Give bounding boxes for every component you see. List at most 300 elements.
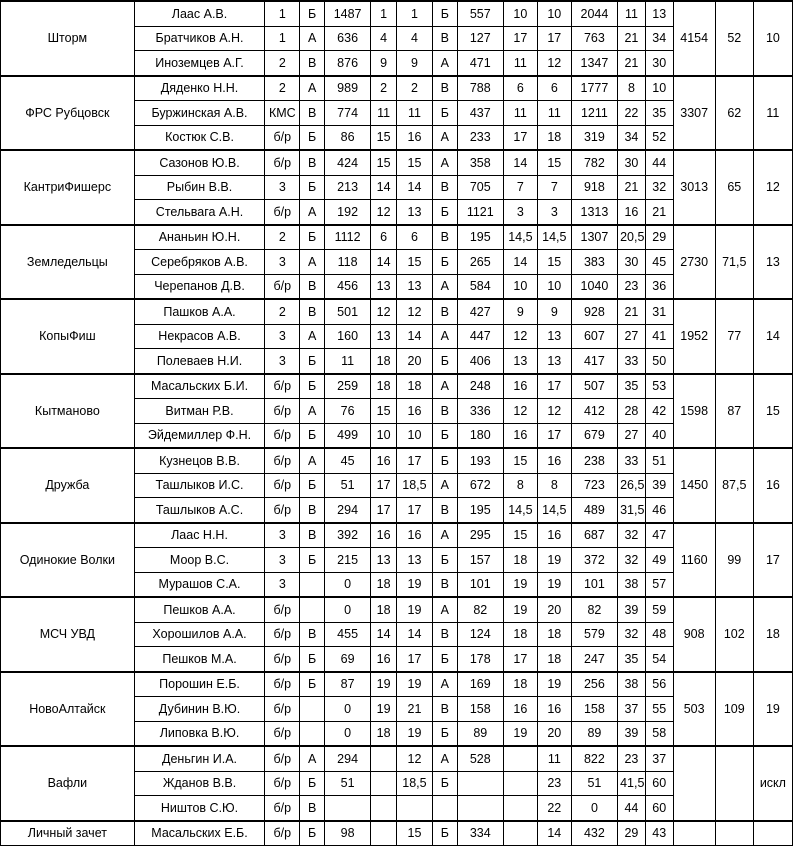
team-places-sum-cell: 65	[715, 150, 753, 225]
round1-place-b-cell: 14	[396, 175, 432, 200]
round1-place-a-cell: 14	[371, 250, 397, 275]
round1-weight-cell: 294	[324, 746, 370, 771]
round1-place-a-cell: 18	[371, 721, 397, 746]
round1-place-a-cell: 12	[371, 200, 397, 225]
sum-places-b-cell: 54	[645, 647, 673, 672]
zone1-letter-cell: А	[300, 746, 325, 771]
round1-weight-cell: 501	[324, 299, 370, 324]
sum-places-a-cell: 31,5	[618, 498, 646, 523]
round2-place-b-cell: 19	[537, 572, 571, 597]
round1-place-b-cell: 2	[396, 76, 432, 101]
zone1-letter-cell: Б	[300, 374, 325, 399]
team-name-cell: Дружба	[1, 448, 135, 523]
angler-name-cell: Порошин Е.Б.	[134, 672, 265, 697]
sum-places-a-cell: 26,5	[618, 473, 646, 498]
rank-cell: 3	[265, 523, 300, 548]
zone1-letter-cell: Б	[300, 225, 325, 250]
round1-place-a-cell: 18	[371, 572, 397, 597]
sum-places-b-cell: 41	[645, 324, 673, 349]
sum-places-b-cell: 29	[645, 225, 673, 250]
zone1-letter-cell: Б	[300, 175, 325, 200]
team-total-weight-cell: 3307	[673, 76, 715, 151]
zone1-letter-cell: Б	[300, 349, 325, 374]
angler-name-cell: Ташлыков И.С.	[134, 473, 265, 498]
round2-weight-cell: 248	[457, 374, 503, 399]
round1-place-b-cell: 16	[396, 523, 432, 548]
team-name-cell: Личный зачет	[1, 821, 135, 846]
rank-cell: 3	[265, 175, 300, 200]
angler-name-cell: Ананьин Ю.Н.	[134, 225, 265, 250]
sum-places-b-cell: 51	[645, 448, 673, 473]
round2-weight-cell: 705	[457, 175, 503, 200]
zone1-letter-cell: Б	[300, 672, 325, 697]
team-rank-cell: 18	[753, 597, 792, 672]
round1-place-a-cell	[371, 746, 397, 771]
round2-place-b-cell: 16	[537, 697, 571, 722]
team-name-cell: ФРС Рубцовск	[1, 76, 135, 151]
team-places-sum-cell: 87	[715, 374, 753, 449]
round1-place-b-cell	[396, 796, 432, 821]
team-total-weight-cell: 908	[673, 597, 715, 672]
round2-place-b-cell: 18	[537, 647, 571, 672]
round2-place-b-cell: 17	[537, 423, 571, 448]
zone1-letter-cell: В	[300, 796, 325, 821]
sum-places-a-cell: 22	[618, 101, 646, 126]
sum-places-a-cell: 30	[618, 150, 646, 175]
zone2-letter-cell: В	[432, 175, 457, 200]
round1-weight-cell: 215	[324, 548, 370, 573]
round1-place-b-cell: 4	[396, 26, 432, 51]
rank-cell: б/р	[265, 200, 300, 225]
round1-place-a-cell: 2	[371, 76, 397, 101]
sum-places-a-cell: 35	[618, 374, 646, 399]
angler-name-cell: Масальских Е.Б.	[134, 821, 265, 846]
team-rank-cell: 12	[753, 150, 792, 225]
zone1-letter-cell	[300, 597, 325, 622]
round1-weight-cell: 0	[324, 721, 370, 746]
round1-place-b-cell: 1	[396, 1, 432, 26]
angler-name-cell: Мурашов С.А.	[134, 572, 265, 597]
team-name-cell: Шторм	[1, 1, 135, 76]
round2-place-a-cell: 19	[503, 597, 537, 622]
round2-place-a-cell: 11	[503, 101, 537, 126]
zone2-letter-cell: В	[432, 498, 457, 523]
round1-place-a-cell: 16	[371, 647, 397, 672]
total-weight-cell: 723	[571, 473, 617, 498]
round2-place-a-cell: 8	[503, 473, 537, 498]
round1-weight-cell: 51	[324, 771, 370, 796]
table-row	[1, 597, 793, 622]
rank-cell: 2	[265, 225, 300, 250]
sum-places-a-cell: 21	[618, 175, 646, 200]
angler-name-cell: Полеваев Н.И.	[134, 349, 265, 374]
round2-place-a-cell: 11	[503, 51, 537, 76]
round1-place-a-cell	[371, 771, 397, 796]
round1-place-b-cell: 18,5	[396, 771, 432, 796]
angler-name-cell: Липовка В.Ю.	[134, 721, 265, 746]
total-weight-cell: 507	[571, 374, 617, 399]
rank-cell: 3	[265, 349, 300, 374]
zone2-letter-cell: Б	[432, 101, 457, 126]
team-total-weight-cell: 1598	[673, 374, 715, 449]
total-weight-cell: 607	[571, 324, 617, 349]
round1-weight-cell: 45	[324, 448, 370, 473]
round1-place-b-cell: 16	[396, 399, 432, 424]
sum-places-b-cell: 10	[645, 76, 673, 101]
sum-places-a-cell: 38	[618, 572, 646, 597]
round2-place-a-cell	[503, 771, 537, 796]
round2-place-b-cell: 14,5	[537, 225, 571, 250]
team-rank-cell: 14	[753, 299, 792, 374]
round1-place-a-cell: 9	[371, 51, 397, 76]
round1-place-b-cell: 14	[396, 324, 432, 349]
round2-place-b-cell: 7	[537, 175, 571, 200]
rank-cell: 1	[265, 1, 300, 26]
round1-weight-cell: 213	[324, 175, 370, 200]
angler-name-cell: Буржинская А.В.	[134, 101, 265, 126]
total-weight-cell: 1313	[571, 200, 617, 225]
total-weight-cell: 82	[571, 597, 617, 622]
round2-weight-cell: 158	[457, 697, 503, 722]
angler-name-cell: Пешков М.А.	[134, 647, 265, 672]
sum-places-a-cell: 44	[618, 796, 646, 821]
angler-name-cell: Масальских Б.И.	[134, 374, 265, 399]
zone2-letter-cell: А	[432, 125, 457, 150]
round1-place-a-cell: 12	[371, 299, 397, 324]
angler-name-cell: Моор В.С.	[134, 548, 265, 573]
sum-places-b-cell: 46	[645, 498, 673, 523]
sum-places-b-cell: 53	[645, 374, 673, 399]
angler-name-cell: Витман Р.В.	[134, 399, 265, 424]
round1-place-b-cell: 12	[396, 299, 432, 324]
rank-cell: б/р	[265, 647, 300, 672]
table-row	[1, 746, 793, 771]
zone2-letter-cell: В	[432, 622, 457, 647]
round1-weight-cell: 1487	[324, 1, 370, 26]
sum-places-a-cell: 21	[618, 299, 646, 324]
round1-weight-cell: 0	[324, 597, 370, 622]
rank-cell: 2	[265, 299, 300, 324]
zone2-letter-cell: В	[432, 225, 457, 250]
zone2-letter-cell: А	[432, 374, 457, 399]
round1-place-a-cell: 15	[371, 399, 397, 424]
round2-place-a-cell: 16	[503, 697, 537, 722]
round1-place-b-cell: 19	[396, 597, 432, 622]
round1-place-b-cell: 18,5	[396, 473, 432, 498]
round2-place-a-cell: 3	[503, 200, 537, 225]
round2-place-b-cell: 3	[537, 200, 571, 225]
round2-weight-cell: 195	[457, 498, 503, 523]
sum-places-b-cell: 34	[645, 26, 673, 51]
zone1-letter-cell: А	[300, 399, 325, 424]
round1-place-a-cell: 19	[371, 672, 397, 697]
sum-places-b-cell: 48	[645, 622, 673, 647]
sum-places-a-cell: 32	[618, 523, 646, 548]
team-total-weight-cell: 1160	[673, 523, 715, 598]
zone2-letter-cell: В	[432, 26, 457, 51]
round1-place-b-cell: 12	[396, 746, 432, 771]
zone2-letter-cell: А	[432, 473, 457, 498]
zone2-letter-cell: В	[432, 299, 457, 324]
total-weight-cell: 412	[571, 399, 617, 424]
sum-places-a-cell: 39	[618, 597, 646, 622]
team-total-weight-cell	[673, 821, 715, 846]
total-weight-cell: 489	[571, 498, 617, 523]
zone1-letter-cell: Б	[300, 548, 325, 573]
round2-weight-cell: 471	[457, 51, 503, 76]
angler-name-cell: Рыбин В.В.	[134, 175, 265, 200]
round2-place-b-cell: 16	[537, 448, 571, 473]
team-places-sum-cell: 87,5	[715, 448, 753, 523]
round1-place-b-cell: 11	[396, 101, 432, 126]
sum-places-b-cell: 21	[645, 200, 673, 225]
total-weight-cell: 51	[571, 771, 617, 796]
round2-place-a-cell	[503, 796, 537, 821]
zone2-letter-cell: В	[432, 572, 457, 597]
rank-cell: 3	[265, 572, 300, 597]
team-places-sum-cell	[715, 821, 753, 846]
round1-place-a-cell: 13	[371, 548, 397, 573]
round2-weight-cell	[457, 796, 503, 821]
round2-weight-cell: 157	[457, 548, 503, 573]
team-name-cell: КантриФишерс	[1, 150, 135, 225]
round1-place-a-cell: 18	[371, 349, 397, 374]
sum-places-a-cell: 41,5	[618, 771, 646, 796]
total-weight-cell: 432	[571, 821, 617, 846]
sum-places-a-cell: 33	[618, 448, 646, 473]
team-places-sum-cell: 62	[715, 76, 753, 151]
round1-place-b-cell: 18	[396, 374, 432, 399]
rank-cell: б/р	[265, 274, 300, 299]
total-weight-cell: 763	[571, 26, 617, 51]
round1-place-b-cell: 15	[396, 250, 432, 275]
round2-place-b-cell: 13	[537, 349, 571, 374]
zone2-letter-cell: В	[432, 399, 457, 424]
table-row	[1, 299, 793, 324]
total-weight-cell: 383	[571, 250, 617, 275]
round1-weight-cell: 11	[324, 349, 370, 374]
table-row	[1, 374, 793, 399]
round2-place-a-cell: 14,5	[503, 225, 537, 250]
round1-weight-cell: 76	[324, 399, 370, 424]
round2-weight-cell: 233	[457, 125, 503, 150]
angler-name-cell: Серебряков А.В.	[134, 250, 265, 275]
rank-cell: б/р	[265, 721, 300, 746]
round2-place-a-cell: 16	[503, 374, 537, 399]
round2-weight-cell: 788	[457, 76, 503, 101]
round2-place-a-cell: 15	[503, 448, 537, 473]
sum-places-b-cell: 60	[645, 771, 673, 796]
table-row	[1, 225, 793, 250]
round1-weight-cell: 118	[324, 250, 370, 275]
round2-place-b-cell: 9	[537, 299, 571, 324]
zone2-letter-cell: А	[432, 746, 457, 771]
sum-places-a-cell: 33	[618, 349, 646, 374]
round1-weight-cell: 0	[324, 697, 370, 722]
zone1-letter-cell: А	[300, 200, 325, 225]
angler-name-cell: Сазонов Ю.В.	[134, 150, 265, 175]
zone1-letter-cell: В	[300, 523, 325, 548]
round2-place-a-cell: 9	[503, 299, 537, 324]
team-places-sum-cell: 77	[715, 299, 753, 374]
team-name-cell: Кытманово	[1, 374, 135, 449]
zone1-letter-cell: В	[300, 101, 325, 126]
zone2-letter-cell: Б	[432, 250, 457, 275]
total-weight-cell: 1777	[571, 76, 617, 101]
rank-cell: б/р	[265, 672, 300, 697]
zone1-letter-cell: Б	[300, 125, 325, 150]
rank-cell: б/р	[265, 771, 300, 796]
sum-places-b-cell: 31	[645, 299, 673, 324]
round2-place-b-cell: 8	[537, 473, 571, 498]
sum-places-a-cell: 21	[618, 51, 646, 76]
round1-place-a-cell: 11	[371, 101, 397, 126]
zone2-letter-cell: Б	[432, 771, 457, 796]
zone1-letter-cell: В	[300, 299, 325, 324]
sum-places-b-cell: 60	[645, 796, 673, 821]
round2-place-b-cell: 20	[537, 597, 571, 622]
round2-place-b-cell: 11	[537, 746, 571, 771]
sum-places-a-cell: 23	[618, 274, 646, 299]
round2-weight-cell: 169	[457, 672, 503, 697]
round1-weight-cell: 51	[324, 473, 370, 498]
rank-cell: б/р	[265, 423, 300, 448]
round1-weight-cell: 259	[324, 374, 370, 399]
round2-weight-cell: 295	[457, 523, 503, 548]
round2-place-a-cell: 17	[503, 125, 537, 150]
sum-places-a-cell: 38	[618, 672, 646, 697]
round2-weight-cell: 336	[457, 399, 503, 424]
round2-weight-cell: 437	[457, 101, 503, 126]
sum-places-b-cell: 59	[645, 597, 673, 622]
round1-place-a-cell: 1	[371, 1, 397, 26]
angler-name-cell: Костюк С.В.	[134, 125, 265, 150]
round1-place-a-cell: 14	[371, 622, 397, 647]
angler-name-cell: Кузнецов В.В.	[134, 448, 265, 473]
total-weight-cell: 417	[571, 349, 617, 374]
round2-place-b-cell: 18	[537, 622, 571, 647]
round2-place-b-cell: 12	[537, 51, 571, 76]
round1-place-a-cell	[371, 796, 397, 821]
table-row	[1, 672, 793, 697]
round1-place-a-cell	[371, 821, 397, 846]
team-total-weight-cell: 503	[673, 672, 715, 747]
sum-places-a-cell: 28	[618, 399, 646, 424]
zone2-letter-cell: А	[432, 150, 457, 175]
angler-name-cell: Стельвага А.Н.	[134, 200, 265, 225]
round1-place-b-cell: 14	[396, 622, 432, 647]
sum-places-b-cell: 49	[645, 548, 673, 573]
round1-weight-cell: 69	[324, 647, 370, 672]
sum-places-a-cell: 20,5	[618, 225, 646, 250]
sum-places-a-cell: 11	[618, 1, 646, 26]
team-total-weight-cell: 1450	[673, 448, 715, 523]
total-weight-cell: 89	[571, 721, 617, 746]
sum-places-a-cell: 37	[618, 697, 646, 722]
sum-places-a-cell: 30	[618, 250, 646, 275]
angler-name-cell: Дяденко Н.Н.	[134, 76, 265, 101]
table-row	[1, 150, 793, 175]
table-row	[1, 1, 793, 26]
team-total-weight-cell	[673, 746, 715, 821]
round2-place-a-cell: 18	[503, 548, 537, 573]
zone2-letter-cell: Б	[432, 200, 457, 225]
zone1-letter-cell: Б	[300, 771, 325, 796]
zone1-letter-cell: А	[300, 26, 325, 51]
angler-name-cell: Черепанов Д.В.	[134, 274, 265, 299]
round1-place-a-cell: 19	[371, 697, 397, 722]
round1-weight-cell: 87	[324, 672, 370, 697]
round1-weight-cell: 392	[324, 523, 370, 548]
team-places-sum-cell: 99	[715, 523, 753, 598]
team-rank-cell: искл	[753, 746, 792, 821]
round1-weight-cell: 1112	[324, 225, 370, 250]
round2-weight-cell: 557	[457, 1, 503, 26]
round1-place-a-cell: 6	[371, 225, 397, 250]
round2-weight-cell: 178	[457, 647, 503, 672]
zone2-letter-cell: В	[432, 76, 457, 101]
zone2-letter-cell: Б	[432, 721, 457, 746]
round2-place-a-cell: 12	[503, 324, 537, 349]
zone2-letter-cell: А	[432, 597, 457, 622]
zone2-letter-cell: А	[432, 51, 457, 76]
zone2-letter-cell: Б	[432, 423, 457, 448]
round2-place-b-cell: 10	[537, 274, 571, 299]
total-weight-cell: 687	[571, 523, 617, 548]
zone1-letter-cell: В	[300, 274, 325, 299]
round1-weight-cell: 456	[324, 274, 370, 299]
zone1-letter-cell: А	[300, 324, 325, 349]
team-places-sum-cell: 52	[715, 1, 753, 76]
zone1-letter-cell: А	[300, 250, 325, 275]
team-rank-cell: 17	[753, 523, 792, 598]
round2-place-b-cell: 13	[537, 324, 571, 349]
sum-places-b-cell: 43	[645, 821, 673, 846]
sum-places-a-cell: 16	[618, 200, 646, 225]
angler-name-cell: Некрасов А.В.	[134, 324, 265, 349]
zone2-letter-cell: Б	[432, 548, 457, 573]
round1-place-b-cell: 6	[396, 225, 432, 250]
sum-places-b-cell: 52	[645, 125, 673, 150]
total-weight-cell: 782	[571, 150, 617, 175]
round1-weight-cell: 86	[324, 125, 370, 150]
round2-weight-cell: 358	[457, 150, 503, 175]
rank-cell: КМС	[265, 101, 300, 126]
round1-weight-cell: 455	[324, 622, 370, 647]
round2-place-b-cell: 16	[537, 523, 571, 548]
zone2-letter-cell: Б	[432, 1, 457, 26]
zone2-letter-cell	[432, 796, 457, 821]
angler-name-cell: Эйдемиллер Ф.Н.	[134, 423, 265, 448]
round2-place-b-cell: 12	[537, 399, 571, 424]
total-weight-cell: 1347	[571, 51, 617, 76]
team-total-weight-cell: 4154	[673, 1, 715, 76]
sum-places-b-cell: 45	[645, 250, 673, 275]
angler-name-cell: Пешков А.А.	[134, 597, 265, 622]
team-name-cell: Вафли	[1, 746, 135, 821]
round2-weight-cell: 265	[457, 250, 503, 275]
angler-name-cell: Дубинин В.Ю.	[134, 697, 265, 722]
round1-place-a-cell: 18	[371, 597, 397, 622]
rank-cell: 3	[265, 324, 300, 349]
round2-place-b-cell: 17	[537, 26, 571, 51]
round1-weight-cell: 774	[324, 101, 370, 126]
round1-place-b-cell: 15	[396, 821, 432, 846]
total-weight-cell: 579	[571, 622, 617, 647]
round2-place-b-cell: 19	[537, 672, 571, 697]
sum-places-a-cell: 39	[618, 721, 646, 746]
total-weight-cell: 158	[571, 697, 617, 722]
